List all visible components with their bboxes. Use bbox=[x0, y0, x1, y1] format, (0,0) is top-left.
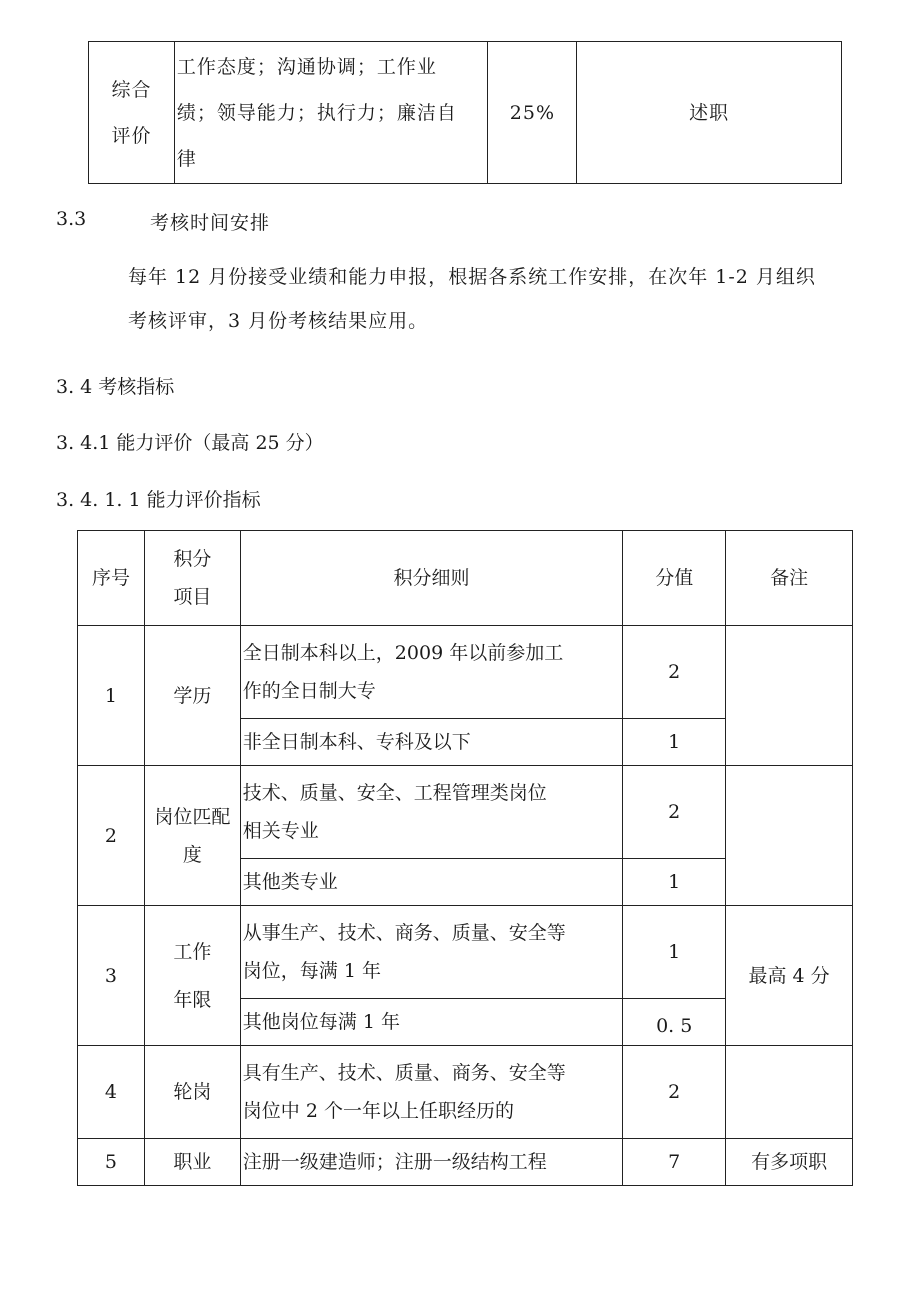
table-row bbox=[78, 1046, 853, 1139]
table-row bbox=[78, 906, 853, 999]
row-score: 2 bbox=[623, 766, 726, 859]
section-heading-3-4-1: 3. 4.1 能力评价（最高 25 分） bbox=[56, 432, 324, 454]
rule-line: 具有生产、技术、质量、商务、安全等 bbox=[242, 1062, 566, 1084]
evaluation-summary-table bbox=[88, 41, 842, 184]
row-rule bbox=[240, 1139, 622, 1186]
table-row bbox=[78, 626, 853, 719]
row-index: 3 bbox=[78, 906, 145, 1046]
row-note: 最高 4 分 bbox=[726, 906, 853, 1046]
row-note: 有多项职 bbox=[726, 1139, 853, 1186]
table-row bbox=[89, 42, 842, 184]
rule-line: 相关专业 bbox=[242, 820, 319, 842]
section-title: 考核时间安排 bbox=[150, 212, 271, 234]
row-score: 1 bbox=[623, 859, 726, 906]
table-row bbox=[78, 766, 853, 859]
row-item bbox=[144, 906, 240, 1046]
row-item: 职业 bbox=[144, 1139, 240, 1186]
item-line: 度 bbox=[182, 843, 202, 866]
row-score: 1 bbox=[623, 719, 726, 766]
header-item-line: 项目 bbox=[173, 586, 212, 608]
table-row bbox=[78, 1139, 853, 1186]
rule-line: 非全日制本科、专科及以下 bbox=[242, 731, 471, 753]
content-line: 律 bbox=[176, 147, 197, 170]
header-rule: 积分细则 bbox=[240, 531, 622, 626]
content-line: 工作态度；沟通协调；工作业 bbox=[176, 55, 437, 78]
paragraph-line: 考核评审，3 月份考核结果应用。 bbox=[128, 310, 429, 332]
rule-line: 注册一级建造师；注册一级结构工程 bbox=[242, 1151, 547, 1173]
row-rule bbox=[240, 999, 622, 1046]
rule-line: 其他类专业 bbox=[242, 871, 338, 893]
row-item: 学历 bbox=[144, 626, 240, 766]
rule-line: 全日制本科以上，2009 年以前参加工 bbox=[242, 642, 564, 664]
section-number: 3.3 bbox=[56, 208, 87, 230]
header-item-line: 积分 bbox=[173, 548, 212, 570]
row-item: 轮岗 bbox=[144, 1046, 240, 1139]
row-note bbox=[726, 626, 853, 766]
content-line: 绩；领导能力；执行力；廉洁自 bbox=[176, 101, 457, 124]
section-heading-3-4-1-1: 3. 4. 1. 1 能力评价指标 bbox=[56, 489, 261, 511]
row-rule bbox=[240, 766, 622, 859]
header-note: 备注 bbox=[726, 531, 853, 626]
section-heading-3-4: 3. 4 考核指标 bbox=[56, 376, 175, 398]
header-score: 分值 bbox=[623, 531, 726, 626]
row-note bbox=[726, 766, 853, 906]
category-line: 评价 bbox=[111, 124, 152, 147]
category-cell bbox=[89, 42, 175, 184]
row-index: 5 bbox=[78, 1139, 145, 1186]
row-score: 7 bbox=[623, 1139, 726, 1186]
rule-line: 其他岗位每满 1 年 bbox=[242, 1011, 400, 1033]
row-rule bbox=[240, 859, 622, 906]
ability-indicator-table bbox=[77, 530, 853, 1186]
weight-cell: 25% bbox=[488, 42, 577, 184]
row-rule bbox=[240, 1046, 622, 1139]
row-score: 2 bbox=[623, 1046, 726, 1139]
content-cell bbox=[174, 42, 488, 184]
header-index: 序号 bbox=[78, 531, 145, 626]
rule-line: 作的全日制大专 bbox=[242, 680, 376, 702]
header-item bbox=[144, 531, 240, 626]
row-index: 1 bbox=[78, 626, 145, 766]
method-cell: 述职 bbox=[577, 42, 842, 184]
row-note bbox=[726, 1046, 853, 1139]
item-line: 岗位匹配 bbox=[154, 805, 231, 828]
rule-line: 岗位中 2 个一年以上任职经历的 bbox=[242, 1100, 514, 1122]
table-header-row bbox=[78, 531, 853, 626]
category-line: 综合 bbox=[111, 78, 152, 101]
rule-line: 从事生产、技术、商务、质量、安全等 bbox=[242, 922, 566, 944]
paragraph-line: 每年 12 月份接受业绩和能力申报，根据各系统工作安排，在次年 1-2 月组织 bbox=[128, 266, 816, 288]
row-index: 4 bbox=[78, 1046, 145, 1139]
rule-line: 技术、质量、安全、工程管理类岗位 bbox=[242, 782, 547, 804]
row-rule bbox=[240, 626, 622, 719]
row-rule bbox=[240, 906, 622, 999]
row-rule bbox=[240, 719, 622, 766]
rule-line: 岗位，每满 1 年 bbox=[242, 960, 381, 982]
item-line: 年限 bbox=[173, 988, 212, 1011]
row-item bbox=[144, 766, 240, 906]
row-score: 0. 5 bbox=[623, 999, 726, 1046]
row-score: 1 bbox=[623, 906, 726, 999]
item-line: 工作 bbox=[173, 940, 212, 963]
row-score: 2 bbox=[623, 626, 726, 719]
row-index: 2 bbox=[78, 766, 145, 906]
